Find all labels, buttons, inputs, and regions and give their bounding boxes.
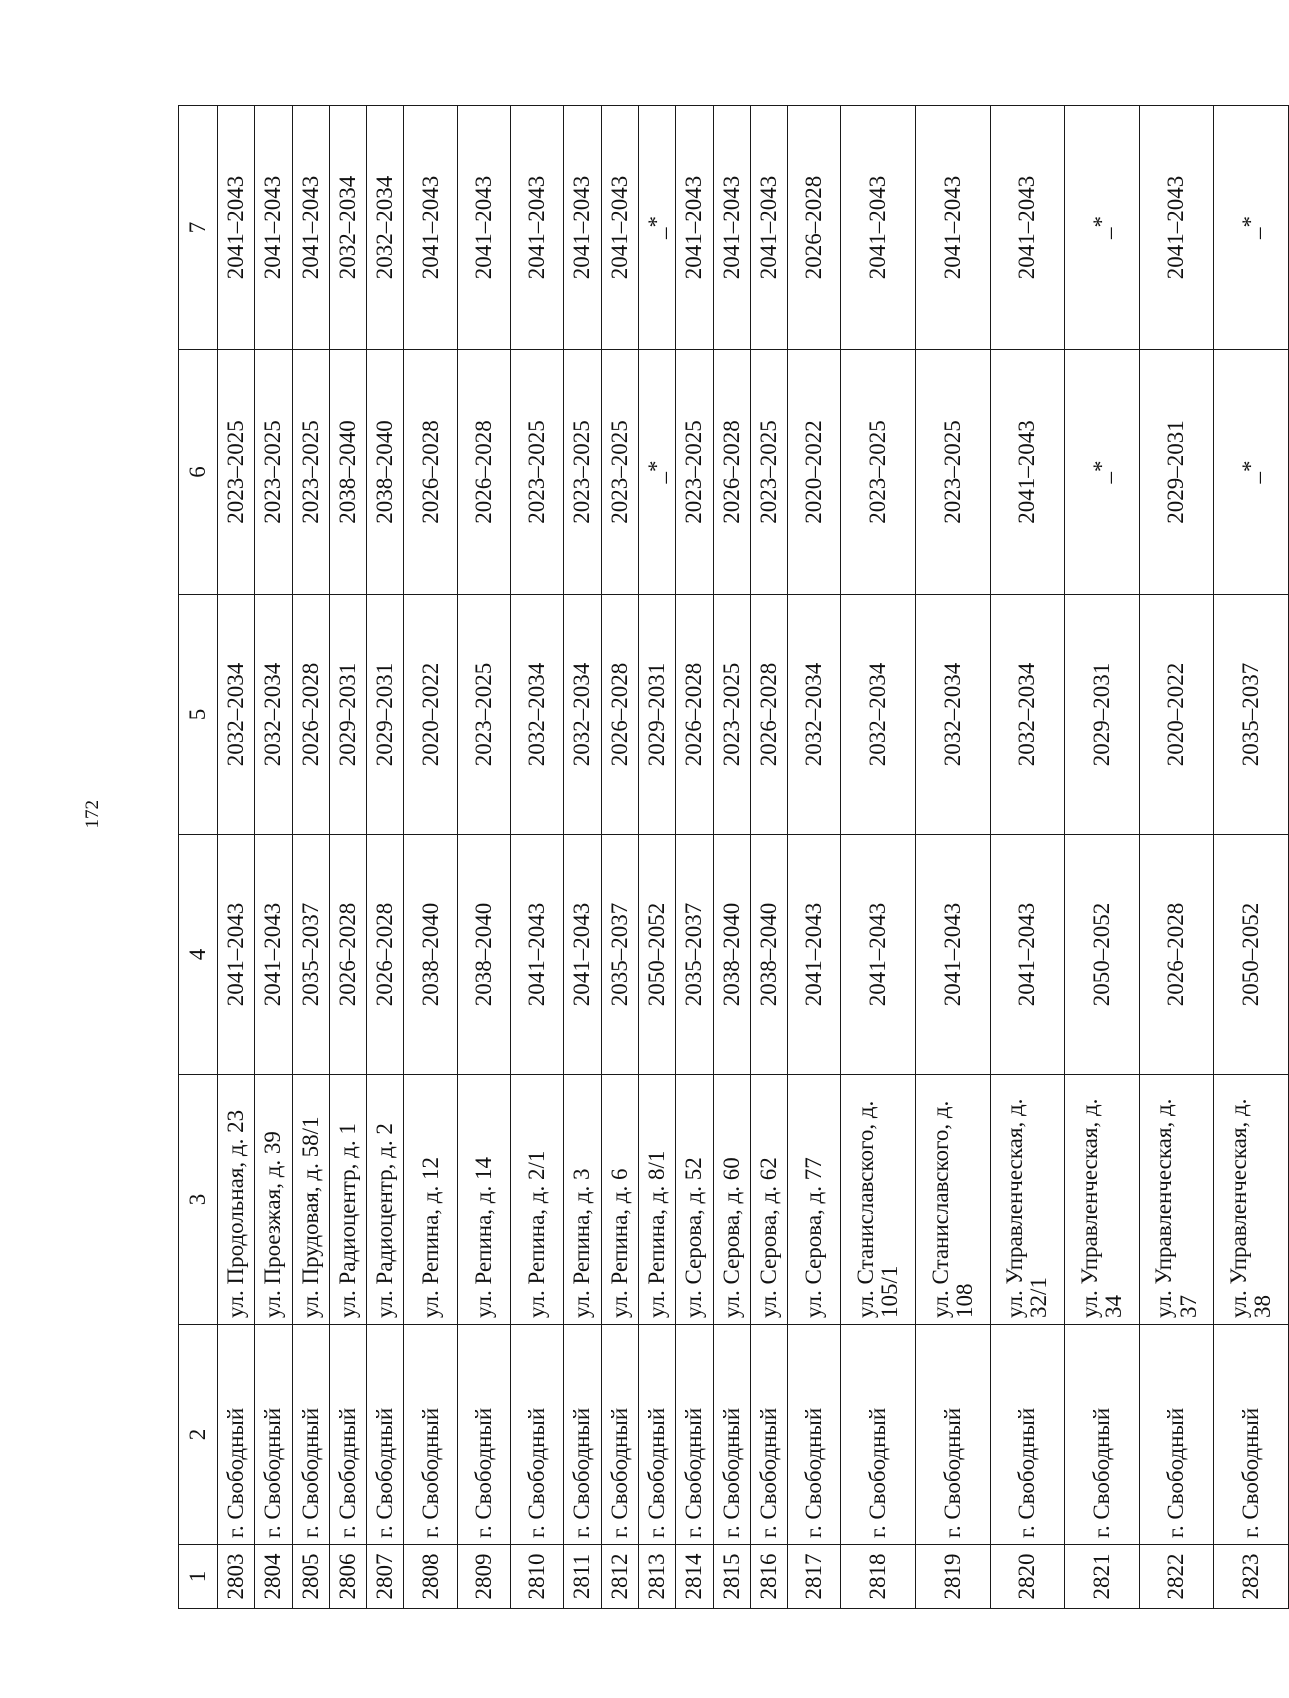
cell-period-col7: 2026–2028	[788, 106, 841, 350]
cell-period-col6: 2026–2028	[404, 350, 457, 595]
cell-period-col7: 2041–2043	[990, 106, 1065, 350]
cell-period-col5: 2029–2031	[329, 595, 366, 835]
table-row	[676, 106, 713, 1609]
cell-period-col4: 2050–2052	[1065, 835, 1140, 1075]
cell-period-col7: 2041–2043	[218, 106, 255, 350]
cell-locality: г. Свободный	[750, 1325, 787, 1545]
cell-period-col6: 2023–2025	[511, 350, 564, 595]
column-header-6: 6	[179, 350, 218, 595]
cell-period-col5: 2035–2037	[1214, 595, 1289, 835]
cell-period-col6: 2023–2025	[601, 350, 638, 595]
cell-record-number: 2815	[713, 1545, 750, 1609]
cell-period-col6: 2026–2028	[457, 350, 510, 595]
cell-address: ул. Управленческая, д. 37	[1139, 1075, 1214, 1325]
cell-locality: г. Свободный	[367, 1325, 404, 1545]
cell-address: ул. Репина, д. 3	[564, 1075, 601, 1325]
cell-period-col4: 2026–2028	[367, 835, 404, 1075]
cell-address: ул. Станиславского, д. 105/1	[841, 1075, 916, 1325]
cell-record-number: 2804	[255, 1545, 292, 1609]
cell-locality: г. Свободный	[1214, 1325, 1289, 1545]
column-header-3: 3	[179, 1075, 218, 1325]
cell-address: ул. Серова, д. 77	[788, 1075, 841, 1325]
cell-record-number: 2823	[1214, 1545, 1289, 1609]
cell-period-col4: 2041–2043	[564, 835, 601, 1075]
cell-locality: г. Свободный	[713, 1325, 750, 1545]
cell-period-col6: _*	[1065, 350, 1140, 595]
cell-record-number: 2810	[511, 1545, 564, 1609]
cell-period-col5: 2026–2028	[601, 595, 638, 835]
table-row	[329, 106, 366, 1609]
table-row	[601, 106, 638, 1609]
cell-period-col7: 2041–2043	[601, 106, 638, 350]
cell-period-col6: 2023–2025	[564, 350, 601, 595]
cell-period-col6: 2023–2025	[255, 350, 292, 595]
cell-record-number: 2803	[218, 1545, 255, 1609]
cell-address: ул. Управленческая, д. 32/1	[990, 1075, 1065, 1325]
page-number: 172	[82, 800, 103, 829]
cell-address: ул. Репина, д. 6	[601, 1075, 638, 1325]
cell-record-number: 2819	[915, 1545, 990, 1609]
cell-period-col7: 2041–2043	[713, 106, 750, 350]
cell-locality: г. Свободный	[1065, 1325, 1140, 1545]
cell-period-col7: 2041–2043	[255, 106, 292, 350]
cell-period-col7: 2041–2043	[564, 106, 601, 350]
cell-period-col5: 2026–2028	[750, 595, 787, 835]
column-header-2: 2	[179, 1325, 218, 1545]
table-row	[1214, 106, 1289, 1609]
cell-period-col5: 2032–2034	[990, 595, 1065, 835]
cell-address: ул. Проезжая, д. 39	[255, 1075, 292, 1325]
cell-record-number: 2811	[564, 1545, 601, 1609]
cell-locality: г. Свободный	[457, 1325, 510, 1545]
table-body	[218, 106, 1289, 1609]
cell-period-col5: 2020–2022	[1139, 595, 1214, 835]
cell-period-col4: 2041–2043	[255, 835, 292, 1075]
cell-period-col4: 2050–2052	[638, 835, 675, 1075]
cell-period-col5: 2029–2031	[1065, 595, 1140, 835]
cell-period-col5: 2032–2034	[218, 595, 255, 835]
cell-period-col7: 2032–2034	[329, 106, 366, 350]
cell-period-col7: _*	[638, 106, 675, 350]
cell-period-col5: 2032–2034	[915, 595, 990, 835]
cell-period-col4: 2038–2040	[457, 835, 510, 1075]
cell-record-number: 2818	[841, 1545, 916, 1609]
cell-period-col5: 2020–2022	[404, 595, 457, 835]
cell-period-col4: 2041–2043	[841, 835, 916, 1075]
cell-address: ул. Серова, д. 60	[713, 1075, 750, 1325]
cell-period-col4: 2041–2043	[511, 835, 564, 1075]
cell-period-col6: 2041–2043	[990, 350, 1065, 595]
cell-period-col6: 2023–2025	[676, 350, 713, 595]
table-row	[457, 106, 510, 1609]
cell-period-col4: 2038–2040	[750, 835, 787, 1075]
cell-period-col4: 2041–2043	[915, 835, 990, 1075]
cell-address: ул. Репина, д. 8/1	[638, 1075, 675, 1325]
cell-locality: г. Свободный	[676, 1325, 713, 1545]
cell-locality: г. Свободный	[218, 1325, 255, 1545]
cell-address: ул. Репина, д. 12	[404, 1075, 457, 1325]
cell-record-number: 2812	[601, 1545, 638, 1609]
cell-period-col5: 2023–2025	[713, 595, 750, 835]
table-row	[713, 106, 750, 1609]
cell-period-col5: 2032–2034	[841, 595, 916, 835]
cell-period-col6: 2038–2040	[367, 350, 404, 595]
cell-locality: г. Свободный	[601, 1325, 638, 1545]
cell-record-number: 2805	[292, 1545, 329, 1609]
table-row	[511, 106, 564, 1609]
cell-period-col5: 2032–2034	[511, 595, 564, 835]
cell-locality: г. Свободный	[841, 1325, 916, 1545]
cell-locality: г. Свободный	[788, 1325, 841, 1545]
cell-record-number: 2807	[367, 1545, 404, 1609]
cell-record-number: 2813	[638, 1545, 675, 1609]
cell-locality: г. Свободный	[638, 1325, 675, 1545]
cell-locality: г. Свободный	[404, 1325, 457, 1545]
cell-period-col7: _*	[1065, 106, 1140, 350]
cell-period-col5: 2023–2025	[457, 595, 510, 835]
cell-period-col7: 2041–2043	[292, 106, 329, 350]
cell-record-number: 2816	[750, 1545, 787, 1609]
cell-record-number: 2809	[457, 1545, 510, 1609]
cell-period-col5: 2026–2028	[676, 595, 713, 835]
table-row	[788, 106, 841, 1609]
cell-period-col7: 2041–2043	[1139, 106, 1214, 350]
cell-record-number: 2820	[990, 1545, 1065, 1609]
cell-period-col6: 2023–2025	[292, 350, 329, 595]
cell-period-col6: _*	[638, 350, 675, 595]
cell-period-col7: 2041–2043	[457, 106, 510, 350]
cell-period-col5: 2029–2031	[638, 595, 675, 835]
cell-period-col7: 2041–2043	[404, 106, 457, 350]
cell-address: ул. Управленческая, д. 34	[1065, 1075, 1140, 1325]
cell-address: ул. Репина, д. 2/1	[511, 1075, 564, 1325]
cell-period-col7: 2032–2034	[367, 106, 404, 350]
table-row	[1139, 106, 1214, 1609]
cell-address: ул. Репина, д. 14	[457, 1075, 510, 1325]
cell-period-col4: 2041–2043	[788, 835, 841, 1075]
cell-locality: г. Свободный	[990, 1325, 1065, 1545]
cell-address: ул. Станиславского, д. 108	[915, 1075, 990, 1325]
cell-address: ул. Продольная, д. 23	[218, 1075, 255, 1325]
cell-period-col7: 2041–2043	[676, 106, 713, 350]
cell-period-col5: 2032–2034	[255, 595, 292, 835]
cell-address: ул. Радиоцентр, д. 2	[367, 1075, 404, 1325]
cell-period-col6: 2023–2025	[750, 350, 787, 595]
cell-record-number: 2817	[788, 1545, 841, 1609]
cell-locality: г. Свободный	[1139, 1325, 1214, 1545]
rotated-table-container	[178, 106, 1289, 1609]
cell-period-col6: _*	[1214, 350, 1289, 595]
cell-locality: г. Свободный	[915, 1325, 990, 1545]
cell-locality: г. Свободный	[292, 1325, 329, 1545]
table-row	[404, 106, 457, 1609]
cell-period-col4: 2038–2040	[713, 835, 750, 1075]
cell-period-col7: 2041–2043	[511, 106, 564, 350]
cell-record-number: 2814	[676, 1545, 713, 1609]
cell-locality: г. Свободный	[511, 1325, 564, 1545]
cell-record-number: 2806	[329, 1545, 366, 1609]
cell-address: ул. Серова, д. 52	[676, 1075, 713, 1325]
table-row	[990, 106, 1065, 1609]
cell-period-col6: 2023–2025	[915, 350, 990, 595]
table-row	[638, 106, 675, 1609]
cell-period-col7: 2041–2043	[750, 106, 787, 350]
table-row	[218, 106, 255, 1609]
cell-record-number: 2821	[1065, 1545, 1140, 1609]
table-row	[367, 106, 404, 1609]
column-header-5: 5	[179, 595, 218, 835]
cell-record-number: 2822	[1139, 1545, 1214, 1609]
column-header-7: 7	[179, 106, 218, 350]
table-row	[915, 106, 990, 1609]
cell-period-col4: 2050–2052	[1214, 835, 1289, 1075]
cell-period-col4: 2041–2043	[990, 835, 1065, 1075]
cell-period-col6: 2029–2031	[1139, 350, 1214, 595]
table-row	[255, 106, 292, 1609]
cell-period-col7: _*	[1214, 106, 1289, 350]
cell-address: ул. Серова, д. 62	[750, 1075, 787, 1325]
cell-locality: г. Свободный	[255, 1325, 292, 1545]
cell-period-col5: 2032–2034	[564, 595, 601, 835]
table-row	[1065, 106, 1140, 1609]
cell-period-col5: 2026–2028	[292, 595, 329, 835]
cell-period-col6: 2038–2040	[329, 350, 366, 595]
cell-period-col4: 2035–2037	[292, 835, 329, 1075]
cell-period-col7: 2041–2043	[841, 106, 916, 350]
cell-record-number: 2808	[404, 1545, 457, 1609]
cell-period-col7: 2041–2043	[915, 106, 990, 350]
cell-period-col4: 2026–2028	[329, 835, 366, 1075]
column-header-1: 1	[179, 1545, 218, 1609]
table-row	[564, 106, 601, 1609]
column-header-4: 4	[179, 835, 218, 1075]
cell-period-col4: 2035–2037	[601, 835, 638, 1075]
cell-period-col4: 2026–2028	[1139, 835, 1214, 1075]
cell-address: ул. Управленческая, д. 38	[1214, 1075, 1289, 1325]
cell-period-col5: 2032–2034	[788, 595, 841, 835]
table-row	[750, 106, 787, 1609]
cell-locality: г. Свободный	[564, 1325, 601, 1545]
cell-address: ул. Прудовая, д. 58/1	[292, 1075, 329, 1325]
table-row	[841, 106, 916, 1609]
table-row	[292, 106, 329, 1609]
cell-locality: г. Свободный	[329, 1325, 366, 1545]
cell-period-col6: 2020–2022	[788, 350, 841, 595]
cell-period-col6: 2023–2025	[841, 350, 916, 595]
cell-period-col4: 2041–2043	[218, 835, 255, 1075]
cell-period-col4: 2038–2040	[404, 835, 457, 1075]
cell-period-col6: 2023–2025	[218, 350, 255, 595]
cell-period-col6: 2026–2028	[713, 350, 750, 595]
cell-period-col5: 2029–2031	[367, 595, 404, 835]
header-row	[179, 106, 218, 1609]
data-table	[178, 105, 1289, 1609]
cell-address: ул. Радиоцентр, д. 1	[329, 1075, 366, 1325]
cell-period-col4: 2035–2037	[676, 835, 713, 1075]
